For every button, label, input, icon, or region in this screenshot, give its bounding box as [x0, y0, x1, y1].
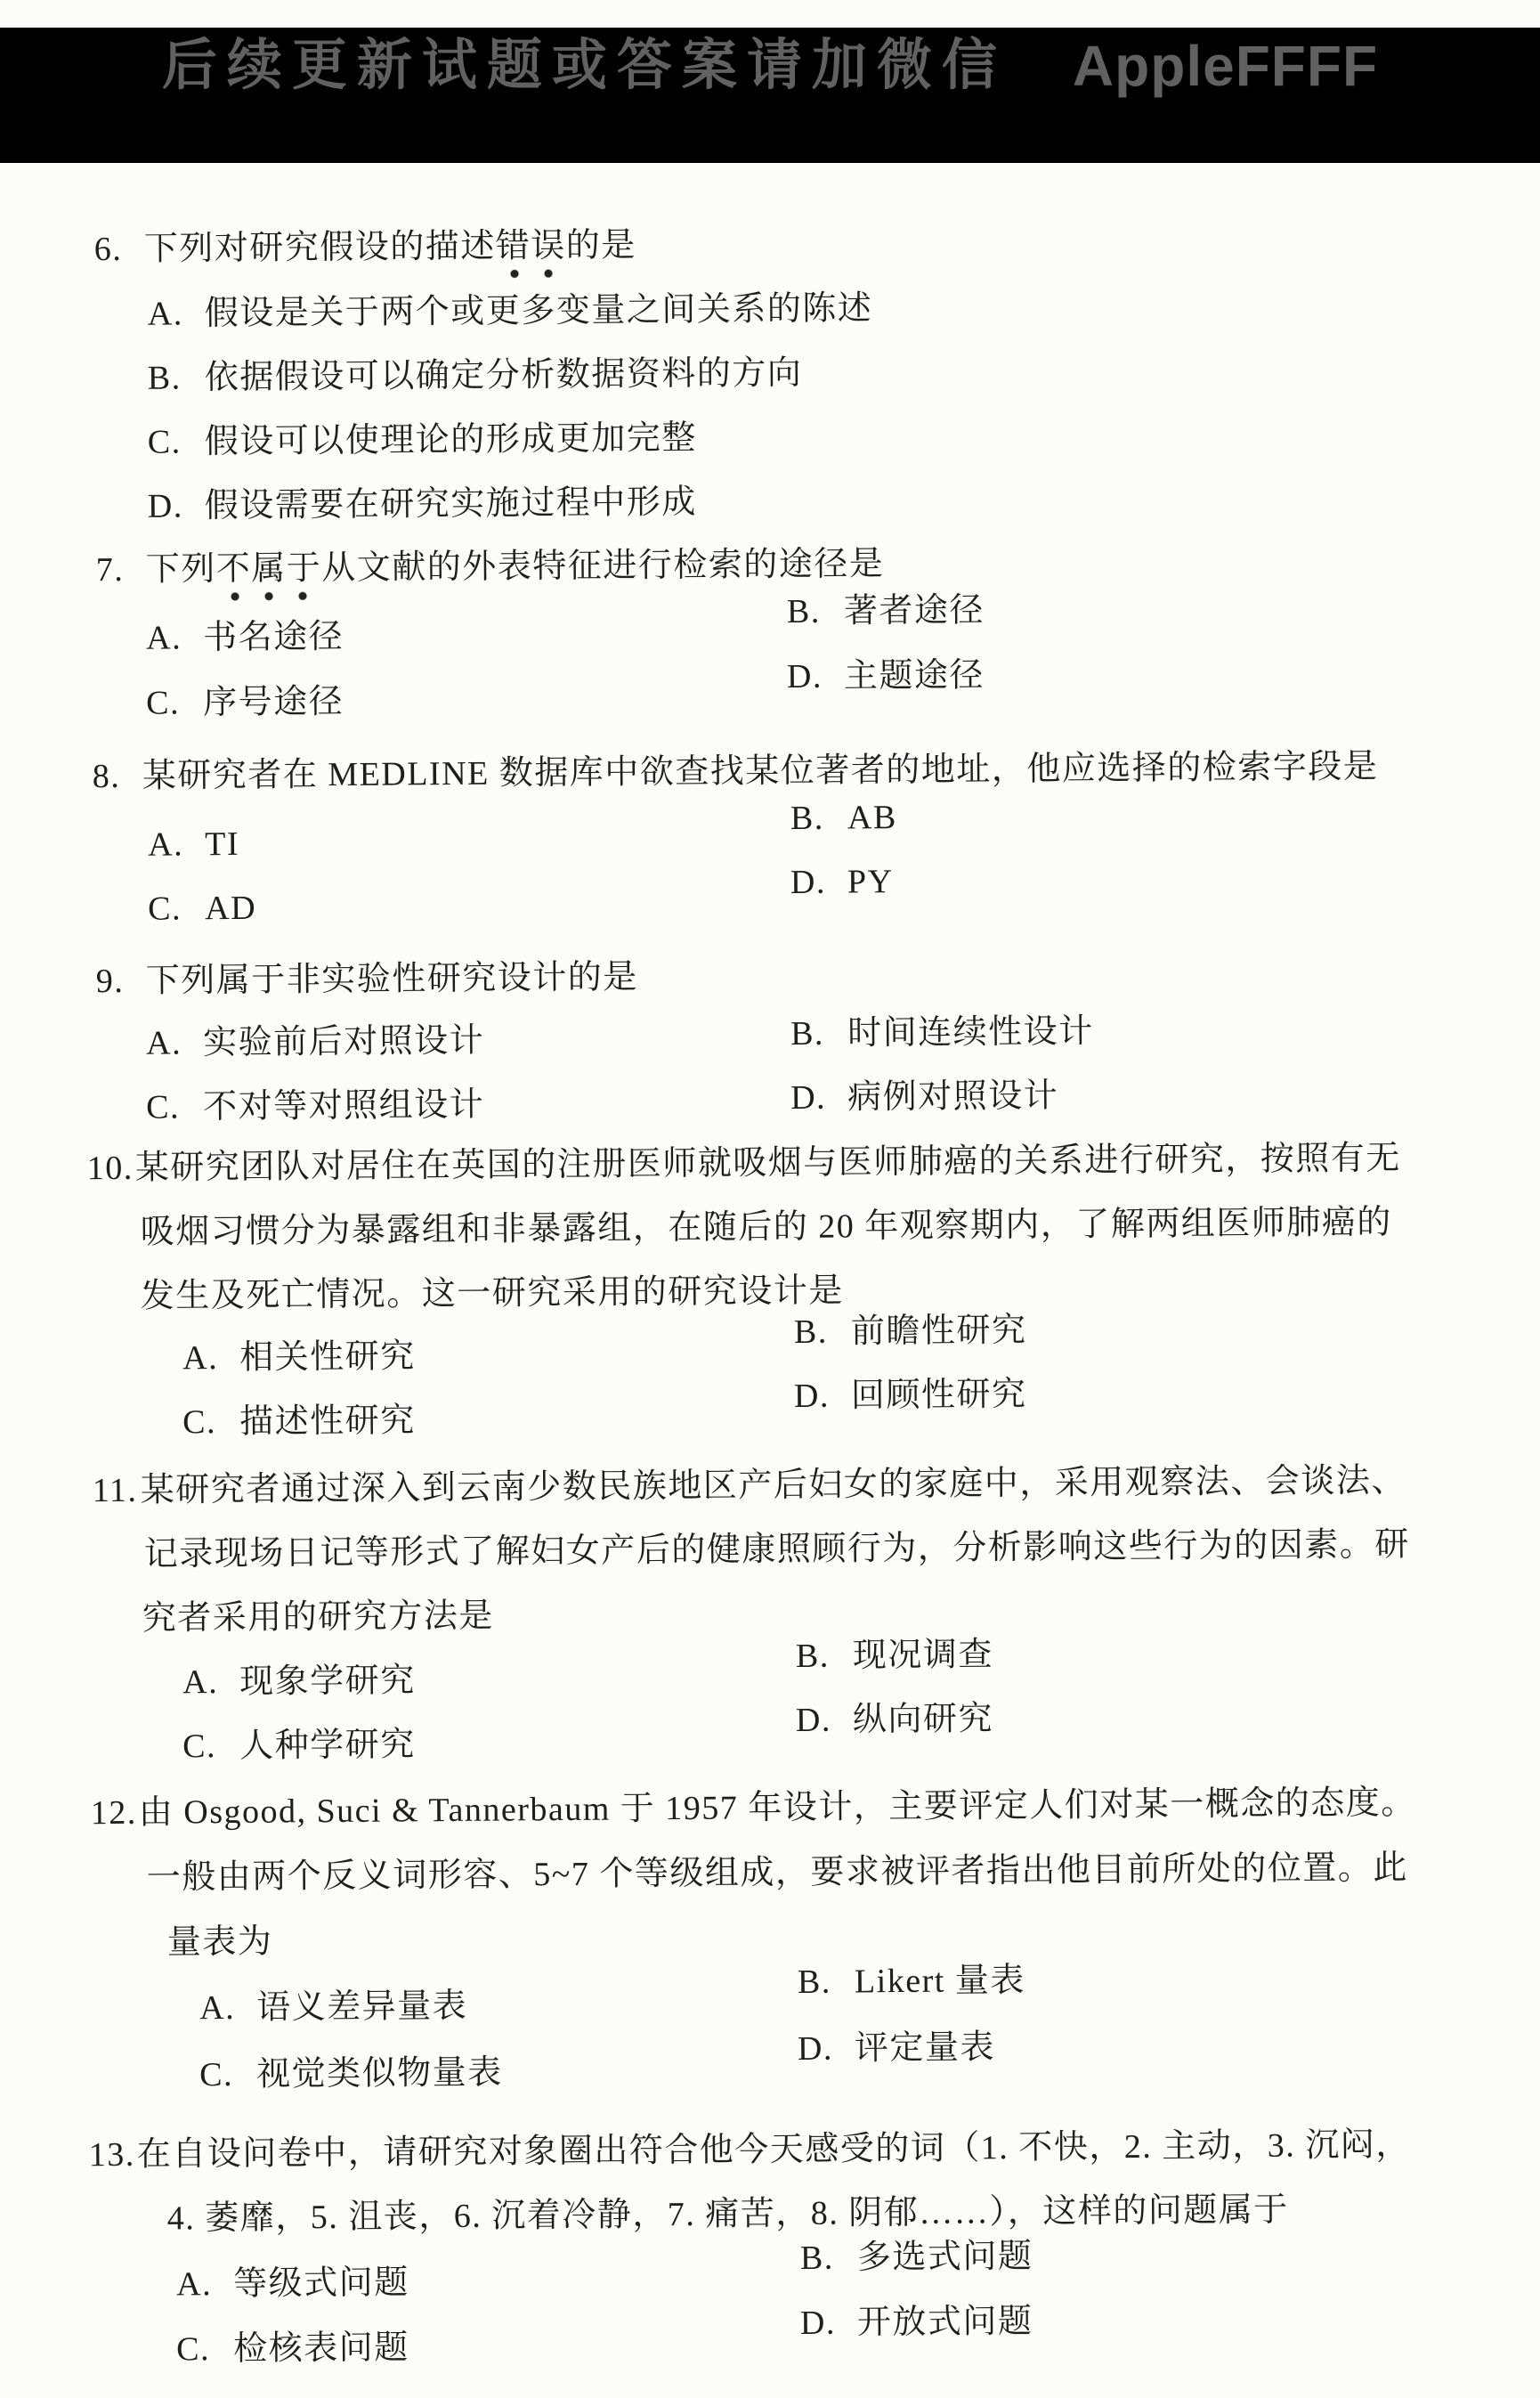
question-11-line-2 — [0, 1522, 1540, 1576]
option-label: C. — [176, 2330, 211, 2369]
question-9-number: 9. — [95, 962, 125, 1001]
question-6-text-pre: 下列对研究假设的描述 — [143, 227, 496, 268]
option-text: AB — [847, 799, 897, 837]
question-10-text: 发生及死亡情况。这一研究采用的研究设计是 — [140, 1272, 844, 1315]
question-6-text-emphasis: 错误 — [496, 227, 566, 280]
option-text: 评定量表 — [854, 2028, 996, 2068]
option-label: A. — [148, 825, 184, 864]
option-text: 描述性研究 — [239, 1402, 416, 1441]
option-text: 语义差异量表 — [256, 1987, 468, 2027]
option-text: 现象学研究 — [239, 1662, 416, 1701]
question-10-options-row-2 — [0, 1375, 1540, 1442]
question-11-options-row-2 — [0, 1700, 1540, 1766]
question-9-options-row-1 — [0, 1012, 1540, 1062]
question-13-text: 在自设问卷中，请研究对象圈出符合他今天感受的词（1. 不快，2. 主动，3. 沉闷， — [136, 2126, 1411, 2174]
question-12-text: 量表为 — [166, 1922, 273, 1962]
question-10-option-a — [182, 1336, 416, 1378]
question-9-option-a — [146, 1020, 484, 1064]
question-13-option-c — [176, 2327, 409, 2370]
question-8-option-c — [148, 888, 256, 930]
option-text: 相关性研究 — [239, 1337, 416, 1377]
question-6-option-c — [0, 410, 1540, 464]
option-label: D. — [799, 2304, 837, 2342]
question-12-options-row-1 — [0, 1961, 1540, 2028]
option-text: 假设可以使理论的形成更加完整 — [204, 419, 697, 461]
question-8-option-a — [148, 824, 239, 866]
option-label: C. — [146, 1088, 181, 1126]
question-10-line-2 — [0, 1199, 1540, 1254]
option-label: A. — [146, 619, 182, 657]
question-13-line-2 — [0, 2186, 1540, 2240]
question-13-option-d — [800, 2301, 1033, 2344]
question-11-line-3 — [0, 1586, 1540, 1640]
question-13-option-a — [176, 2262, 409, 2305]
option-label: B. — [795, 1637, 830, 1675]
option-text: 序号途径 — [203, 682, 344, 722]
question-7-text-post: 从文献的外表特征进行检索的途径是 — [321, 545, 885, 588]
question-12-option-d — [798, 2027, 995, 2069]
option-text: 书名途径 — [203, 617, 344, 657]
question-6-option-d — [0, 474, 1540, 528]
option-text: 前瞻性研究 — [850, 1311, 1027, 1351]
option-label: A. — [147, 295, 183, 333]
option-text: 假设需要在研究实施过程中形成 — [204, 483, 697, 525]
question-7-text-pre: 下列 — [145, 550, 216, 589]
question-9-options-row-2 — [0, 1076, 1540, 1126]
question-7-title — [0, 538, 1540, 591]
option-text: 著者途径 — [843, 591, 985, 630]
question-10-text: 吸烟习惯分为暴露组和非暴露组，在随后的 20 年观察期内，了解两组医师肺癌的 — [140, 1203, 1392, 1251]
question-13-options-row-2 — [0, 2302, 1540, 2369]
question-11-option-a — [182, 1660, 416, 1703]
question-10-option-b — [794, 1310, 1027, 1353]
option-label: B. — [147, 359, 182, 397]
question-10-options-row-1 — [0, 1311, 1540, 1378]
question-13-options-row-1 — [0, 2237, 1540, 2304]
option-text: 时间连续性设计 — [847, 1012, 1094, 1053]
question-7-options-row-1 — [0, 591, 1540, 657]
option-label: B. — [786, 592, 821, 631]
option-label: A. — [182, 1339, 219, 1378]
question-9-option-b — [790, 1011, 1094, 1054]
question-8-title — [0, 744, 1540, 798]
option-label: D. — [795, 1701, 832, 1739]
option-label: A. — [146, 1024, 182, 1062]
question-12-text: 由 Osgood, Suci & Tannerbaum 于 1957 年设计，主要评定人们对某一概念的态度。 — [138, 1784, 1416, 1832]
option-text: 假设是关于两个或更多变量之间关系的陈述 — [204, 289, 873, 333]
option-label: D. — [786, 657, 823, 696]
option-label: C. — [182, 1403, 217, 1442]
header-banner — [0, 28, 1540, 163]
question-12-option-a — [199, 1986, 467, 2028]
option-text: 人种学研究 — [239, 1726, 416, 1765]
question-13-number: 13. — [88, 2135, 135, 2174]
question-10-number: 10. — [86, 1149, 134, 1188]
option-text: 依据假设可以确定分析数据资料的方向 — [204, 354, 803, 397]
question-11-option-d — [796, 1698, 993, 1741]
option-label: B. — [793, 1313, 828, 1351]
question-6-text-post: 的是 — [565, 226, 637, 265]
option-label: A. — [182, 1663, 219, 1702]
question-12-line-2 — [0, 1845, 1540, 1899]
question-7-option-d — [787, 654, 985, 697]
question-11-option-b — [796, 1634, 993, 1677]
banner-text-cn: 后续更新试题或答案请加微信 — [161, 35, 1007, 96]
option-text: 等级式问题 — [233, 2264, 409, 2303]
option-text: PY — [847, 863, 894, 901]
option-text: 病例对照设计 — [847, 1077, 1059, 1117]
option-text: 检核表问题 — [233, 2329, 409, 2368]
question-6-title — [0, 217, 1540, 271]
option-label: A. — [176, 2265, 213, 2304]
question-10-option-d — [794, 1374, 1027, 1417]
question-7-text-emphasis: 不属于 — [216, 549, 322, 602]
option-text: Likert 量表 — [854, 1961, 1025, 2001]
question-12-text: 一般由两个反义词形容、5~7 个等级组成，要求被评者指出他目前所处的位置。此 — [146, 1849, 1408, 1897]
question-8-number: 8. — [92, 757, 121, 796]
option-label: D. — [147, 487, 183, 525]
option-text: 视觉类似物量表 — [256, 2053, 503, 2093]
question-13-line-1 — [0, 2123, 1540, 2176]
question-10-text: 某研究团队对居住在英国的注册医师就吸烟与医师肺癌的关系进行研究，按照有无 — [134, 1139, 1401, 1187]
option-label: B. — [790, 1014, 825, 1053]
question-7-options-row-2 — [0, 656, 1540, 722]
question-11-text: 某研究者通过深入到云南少数民族地区产后妇女的家庭中，采用观察法、会谈法、 — [140, 1461, 1406, 1509]
question-12-option-c — [199, 2053, 503, 2096]
question-8-options-row-2 — [0, 863, 1540, 928]
option-text: 不对等对照组设计 — [203, 1085, 485, 1126]
question-10-line-1 — [0, 1136, 1540, 1190]
option-text: 实验前后对照设计 — [203, 1021, 485, 1062]
question-6-option-a — [0, 281, 1540, 336]
question-7-option-c — [146, 681, 344, 724]
question-10-option-c — [182, 1400, 416, 1443]
question-9-title — [0, 949, 1540, 1003]
question-11-number: 11. — [92, 1471, 138, 1510]
question-8-option-d — [790, 861, 894, 903]
banner-wechat-id: AppleFFFF — [1072, 34, 1379, 98]
question-8-options-row-1 — [0, 799, 1540, 864]
question-12-line-3 — [0, 1910, 1540, 1964]
option-label: B. — [790, 799, 824, 838]
option-text: 现况调查 — [852, 1636, 994, 1675]
option-label: D. — [797, 2029, 834, 2068]
option-label: B. — [799, 2239, 834, 2277]
option-label: A. — [199, 1988, 236, 2028]
question-12-number: 12. — [90, 1793, 137, 1833]
question-11-options-row-1 — [0, 1636, 1540, 1702]
option-label: C. — [199, 2055, 234, 2094]
question-7-option-b — [787, 589, 985, 632]
question-9-text: 下列属于非实验性研究设计的是 — [145, 958, 638, 1000]
question-9-option-c — [146, 1085, 484, 1128]
question-11-line-1 — [0, 1459, 1540, 1512]
question-12-options-row-2 — [0, 2028, 1540, 2094]
question-11-text: 究者采用的研究方法是 — [142, 1597, 494, 1638]
question-12-option-b — [798, 1960, 1025, 2003]
option-text: AD — [205, 889, 257, 928]
question-8-text: 某研究者在 MEDLINE 数据库中欲查找某位著者的地址，他应选择的检索字段是 — [142, 747, 1379, 795]
question-13-text: 4. 萎靡，5. 沮丧，6. 沉着冷静，7. 痛苦，8. 阴郁……），这样的问题属于 — [166, 2191, 1289, 2238]
question-10-line-3 — [0, 1264, 1540, 1318]
option-text: 开放式问题 — [856, 2302, 1033, 2342]
question-13-option-b — [800, 2236, 1033, 2279]
question-7-number: 7. — [95, 550, 125, 589]
question-8-option-b — [790, 797, 897, 839]
question-11-option-c — [182, 1724, 416, 1767]
option-label: C. — [148, 890, 182, 928]
question-11-text: 记录现场日记等形式了解妇女产后的健康照顾行为，分析影响这些行为的因素。研 — [143, 1525, 1410, 1573]
option-label: D. — [790, 863, 827, 902]
question-9-option-d — [790, 1076, 1058, 1118]
question-6-number: 6. — [93, 230, 123, 269]
option-text: TI — [205, 825, 240, 864]
option-label: C. — [146, 684, 181, 722]
question-12-line-1 — [0, 1781, 1540, 1834]
option-label: C. — [182, 1727, 217, 1766]
option-text: 回顾性研究 — [850, 1375, 1027, 1415]
option-text: 多选式问题 — [856, 2237, 1033, 2277]
option-label: C. — [147, 423, 182, 461]
question-7-option-a — [146, 616, 344, 659]
option-label: D. — [793, 1377, 831, 1415]
option-text: 纵向研究 — [852, 1700, 994, 1739]
option-label: B. — [797, 1963, 831, 2001]
option-label: D. — [790, 1078, 827, 1118]
option-text: 主题途径 — [843, 656, 985, 695]
question-6-option-b — [0, 345, 1540, 400]
